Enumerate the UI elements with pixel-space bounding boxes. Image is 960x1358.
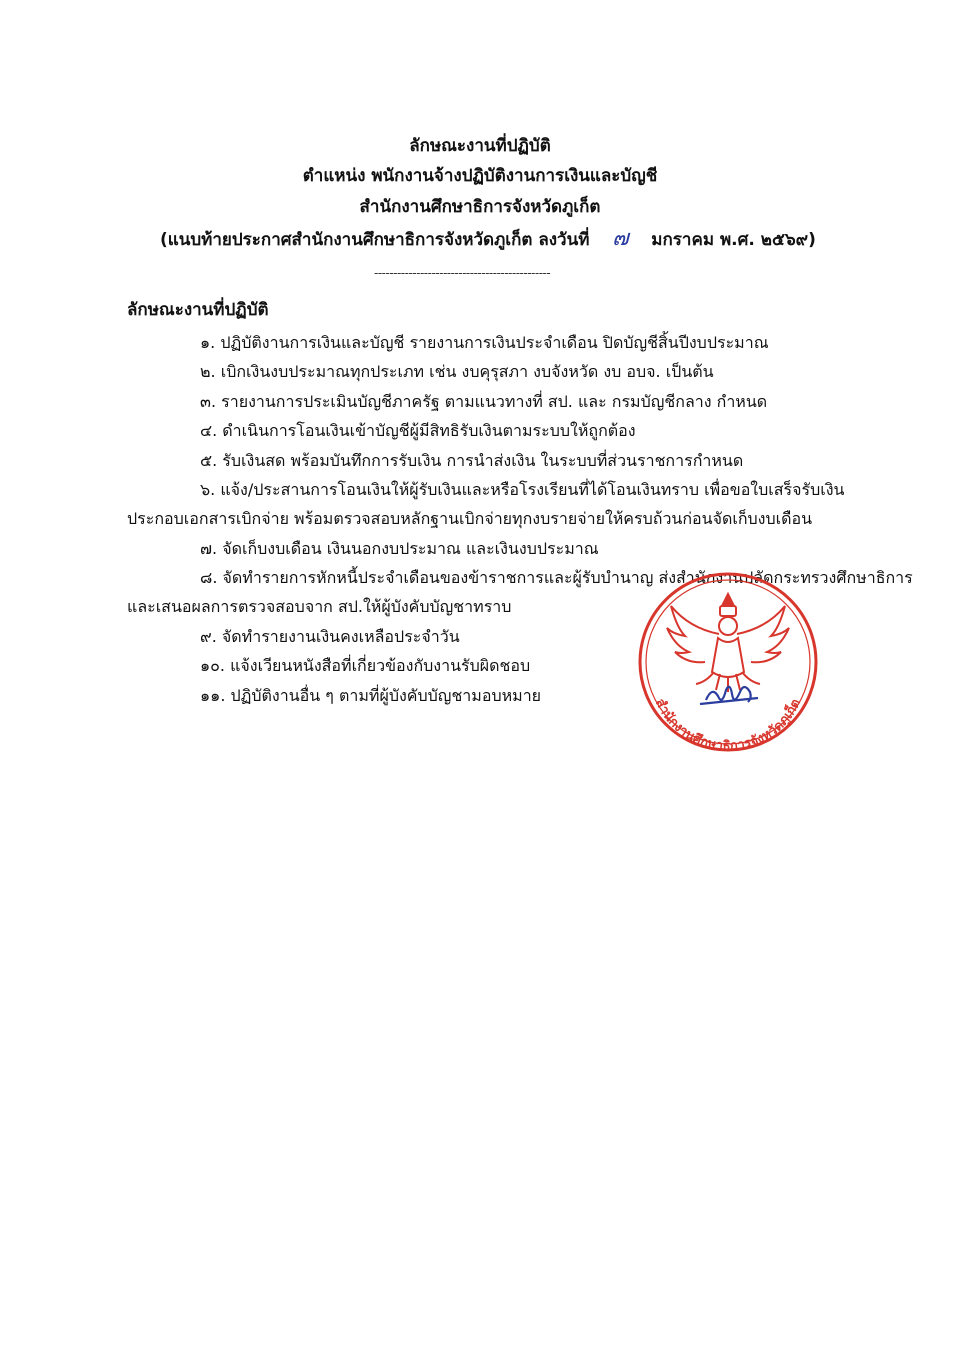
- list-item: ๑. ปฏิบัติงานการเงินและบัญชี รายงานการเงินประจำเดือน ปิดบัญชีสิ้นปีงบประมาณ: [200, 333, 769, 352]
- office-name: สำนักงานศึกษาธิการจังหวัดภูเก็ต: [359, 197, 601, 217]
- list-item: ๖. แจ้ง/ประสานการโอนเงินให้ผู้รับเงินและหรือโรงเรียนที่ได้โอนเงินทราบ เพื่อขอใบเสร็จรับเงิน: [200, 480, 845, 499]
- list-item: ๑๐. แจ้งเวียนหนังสือที่เกี่ยวข้องกับงานรับผิดชอบ: [200, 656, 531, 675]
- svg-text:สำนักงานศึกษาธิการจังหวัดภูเก็: สำนักงานศึกษาธิการจังหวัดภูเก็ต: [651, 696, 804, 755]
- list-item: ๕. รับเงินสด พร้อมบันทึกการรับเงิน การนำส่งเงิน ในระบบที่ส่วนราชการกำหนด: [200, 451, 744, 470]
- attachment-note: [160, 225, 840, 254]
- list-item: ๙. จัดทำรายงานเงินคงเหลือประจำวัน: [200, 627, 460, 646]
- handwritten-day: ๗: [612, 226, 629, 251]
- list-item: ๓. รายงานการประเมินบัญชีภาครัฐ ตามแนวทางที่ สป. และ กรมบัญชีกลาง กำหนด: [200, 392, 768, 411]
- document-title: ลักษณะงานที่ปฏิบัติ: [409, 136, 551, 156]
- divider-line: ----------------------------------------------: [374, 266, 551, 280]
- list-item: ๗. จัดเก็บงบเดือน เงินนอกงบประมาณ และเงินงบประมาณ: [200, 539, 599, 558]
- list-item: ๔. ดำเนินการโอนเงินเข้าบัญชีผู้มีสิทธิรับเงินตามระบบให้ถูกต้อง: [200, 421, 636, 440]
- official-seal-icon: [628, 572, 828, 762]
- list-item-continuation: ประกอบเอกสารเบิกจ่าย พร้อมตรวจสอบหลักฐานเบิกจ่ายทุกงบรายจ่ายให้ครบถ้วนก่อนจัดเก็บงบเดือน: [127, 509, 813, 528]
- attachment-note-prefix: (แนบท้ายประกาศสำนักงานศึกษาธิการจังหวัดภูเก็ต ลงวันที่: [160, 230, 590, 250]
- position-title: ตำแหน่ง พนักงานจ้างปฏิบัติงานการเงินและบัญชี: [302, 166, 658, 186]
- list-item-continuation: และเสนอผลการตรวจสอบจาก สป.ให้ผู้บังคับบัญชาทราบ: [127, 597, 512, 616]
- section-title: ลักษณะงานที่ปฏิบัติ: [127, 300, 269, 320]
- attachment-note-suffix: มกราคม พ.ศ. ๒๕๖๙): [651, 230, 816, 250]
- list-item: ๘. จัดทำรายการหักหนี้ประจำเดือนของข้าราชการและผู้รับบำนาญ ส่งสำนักงานปลัดกระทรวงศึกษาธิการ: [200, 568, 913, 587]
- list-item: ๑๑. ปฏิบัติงานอื่น ๆ ตามที่ผู้บังคับบัญชามอบหมาย: [200, 686, 542, 705]
- list-item: ๒. เบิกเงินงบประมาณทุกประเภท เช่น งบคุรุสภา งบจังหวัด งบ อบจ. เป็นต้น: [200, 362, 714, 381]
